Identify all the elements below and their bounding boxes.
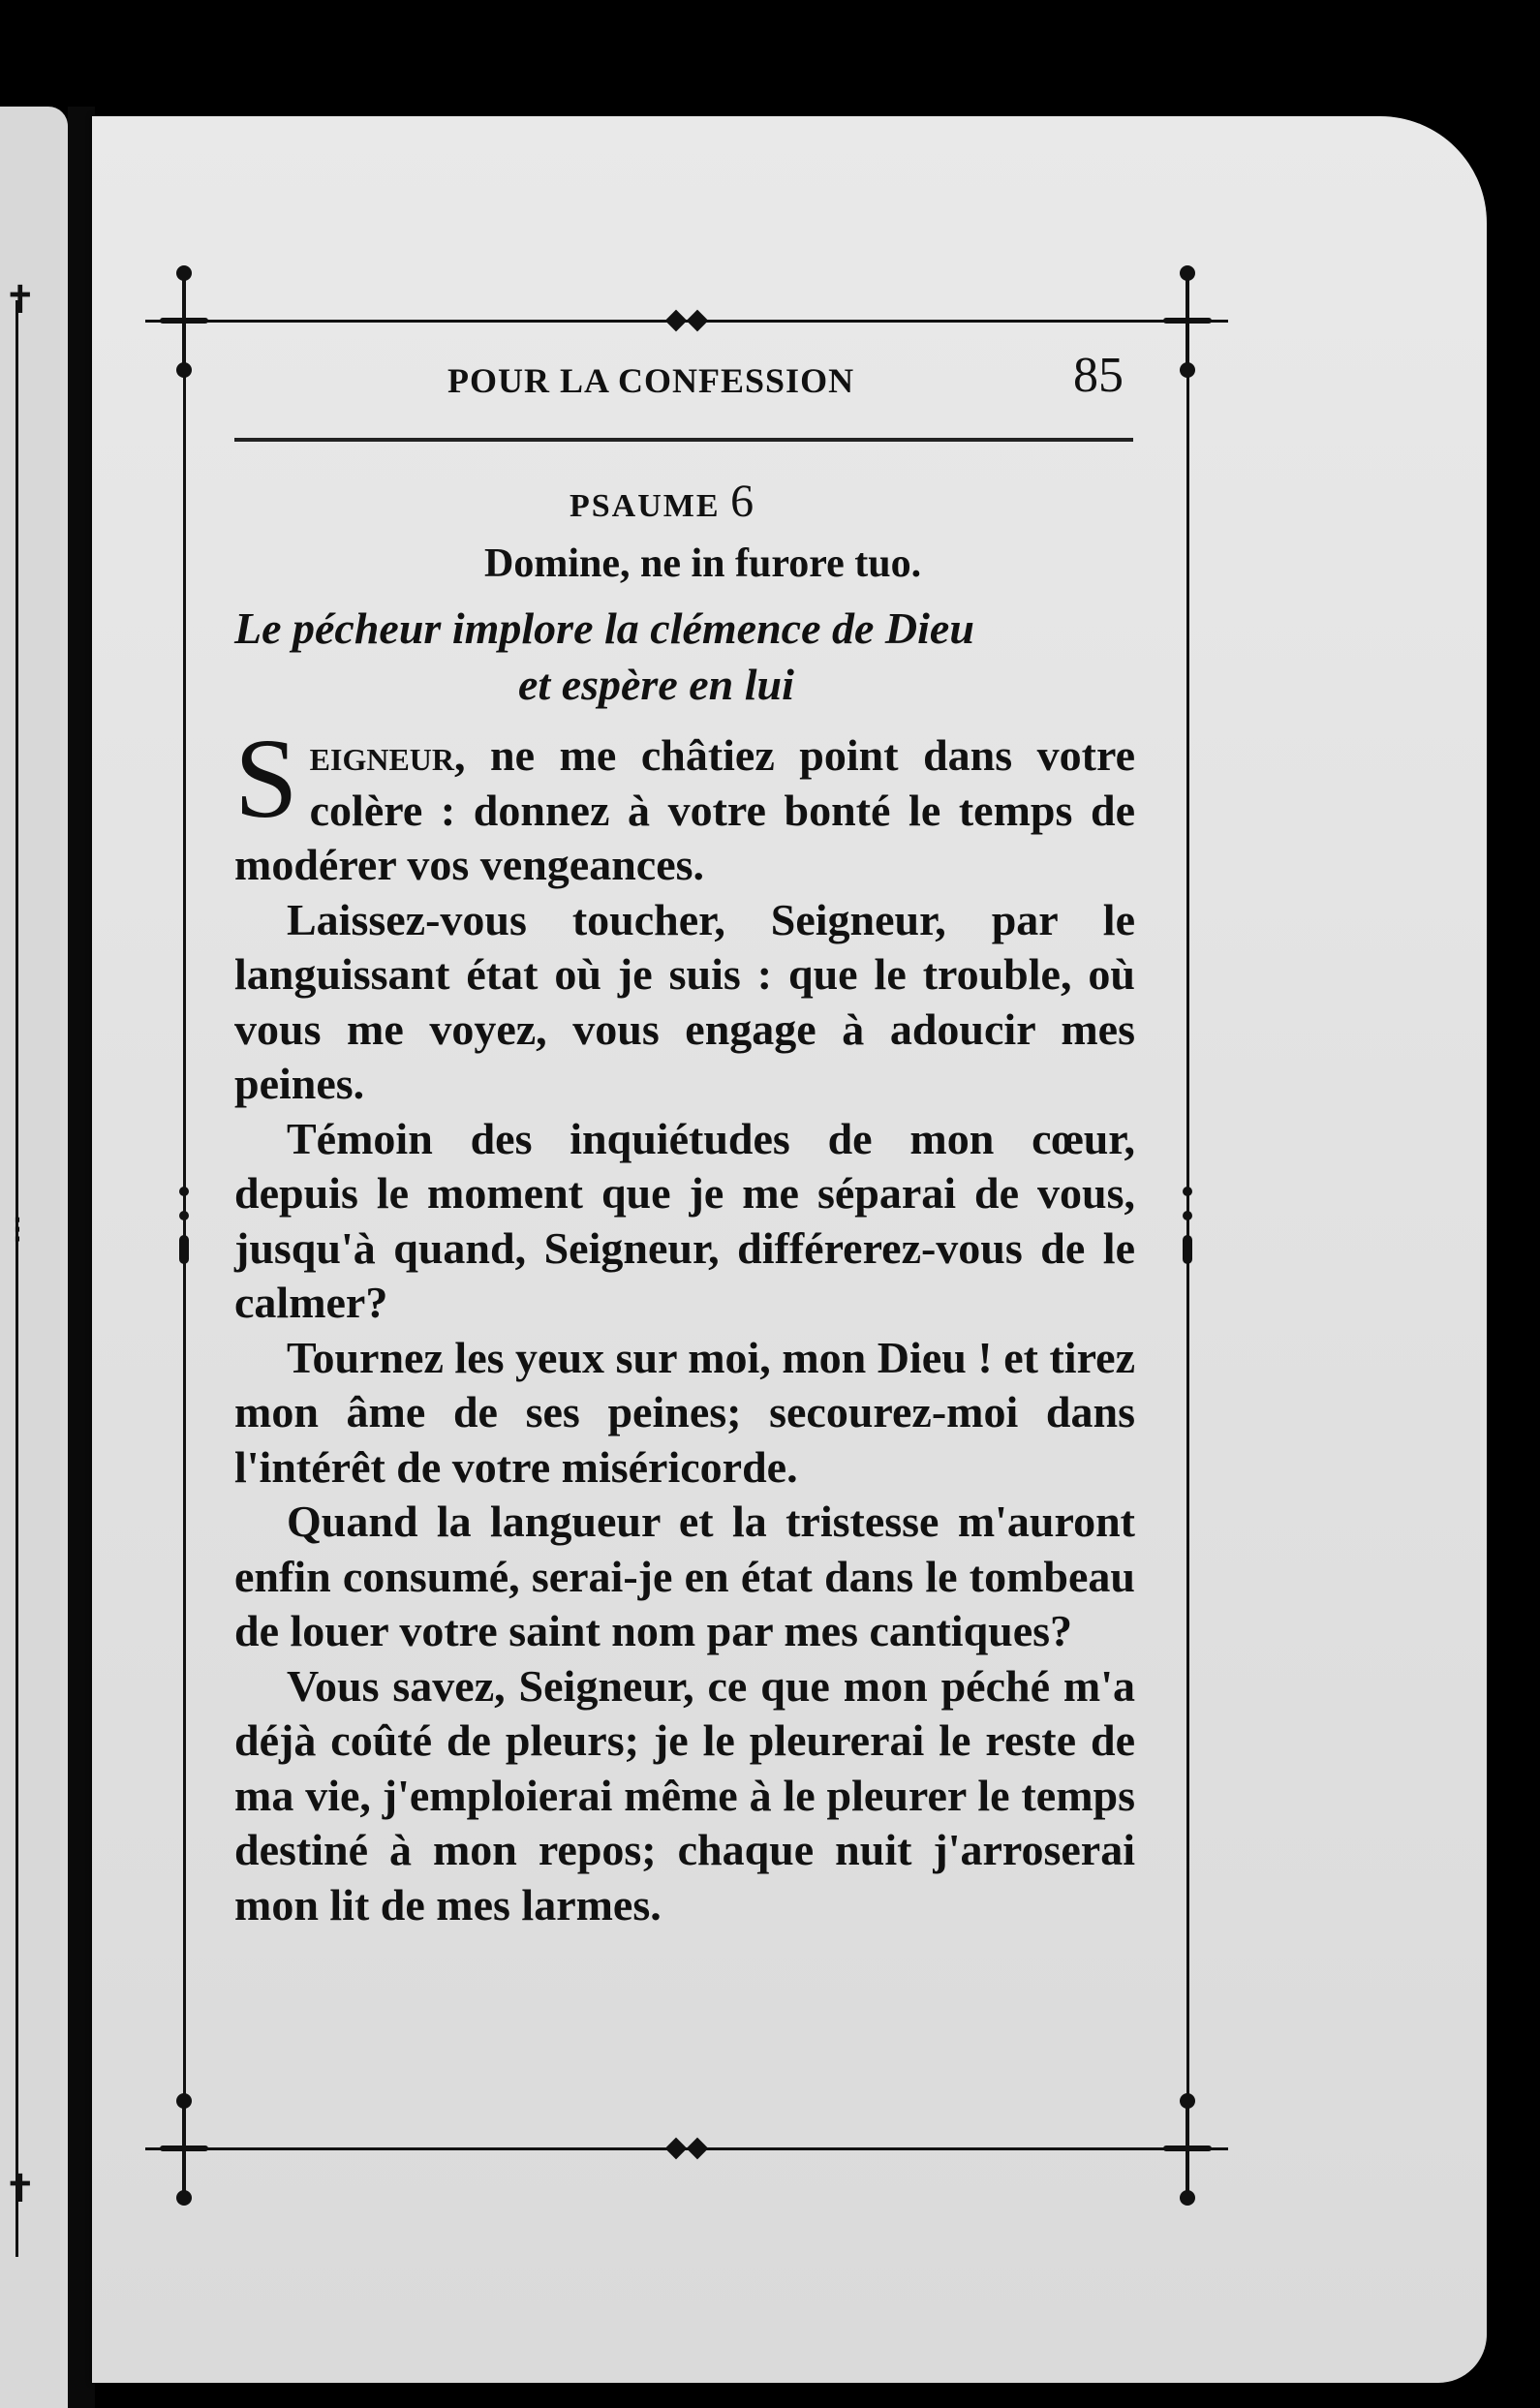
side-bead-ornament-icon: [174, 1187, 194, 1274]
small-caps-word: eigneur: [309, 730, 454, 780]
psalm-body: [234, 715, 1135, 1932]
latin-incipit: Domine, ne in furore tuo.: [484, 541, 922, 586]
paragraph-5: Quand la langueur et la tristesse m'auront enfin consumé, serai-je en état dans le tombeau de louer votre saint nom par mes cantiques?: [234, 1497, 1135, 1655]
cross-corner-icon: ✝: [4, 2167, 37, 2210]
paragraph-1-text: , ne me châtiez point dans votre colère : donnez à votre bonté le temps de modérer vos vengeances.: [234, 730, 1135, 889]
side-bead-ornament-icon: [1178, 1187, 1197, 1274]
cross-corner-icon: [160, 2101, 208, 2198]
paragraph-2: Laissez-vous toucher, Seigneur, par le languissant état où je suis : que le trouble, où vous me voyez, vous engage à adoucir mes peines.: [234, 894, 1135, 1108]
cross-corner-icon: [1163, 273, 1212, 370]
book-gutter: [68, 107, 95, 2408]
cross-corner-icon: [160, 273, 208, 370]
page-number: 85: [1073, 348, 1124, 403]
running-head: POUR LA CONFESSION: [447, 361, 855, 400]
cross-corner-icon: [1163, 2101, 1212, 2198]
drop-cap: S: [234, 715, 298, 842]
psalm-number: 6: [730, 476, 755, 527]
paragraph-4: Tournez les yeux sur moi, mon Dieu ! et tirez mon âme de ses peines; secourez-moi dans l'intérêt de votre miséricorde.: [234, 1332, 1135, 1492]
paragraph-3: Témoin des inquiétudes de mon cœur, depuis le moment que je me séparai de vous, jusqu'à quand, Seigneur, différerez-vous de le calmer?: [234, 1113, 1135, 1327]
psalm-label: PSAUME: [570, 488, 721, 524]
psalm-title: [570, 475, 754, 528]
subtitle-line-1: Le pécheur implore la clémence de Dieu: [234, 603, 974, 653]
cross-corner-icon: ✝: [4, 278, 37, 322]
subtitle-line-2: et espère en lui: [518, 660, 794, 709]
header-rule: [234, 438, 1133, 442]
side-bead-ornament-icon: ⁝: [11, 1208, 24, 1251]
paragraph-1: [234, 715, 1135, 893]
previous-page-edge: [0, 107, 68, 2408]
previous-page-frame-line: [15, 300, 21, 2257]
paragraph-6: Vous savez, Seigneur, ce que mon péché m'a déjà coûté de pleurs; je le pleurerai le reste de ma vie, j'emploierai même à le pleurer le temps destiné à mon repos; chaque nuit j'arroserai mon lit de mes larmes.: [234, 1660, 1135, 1929]
